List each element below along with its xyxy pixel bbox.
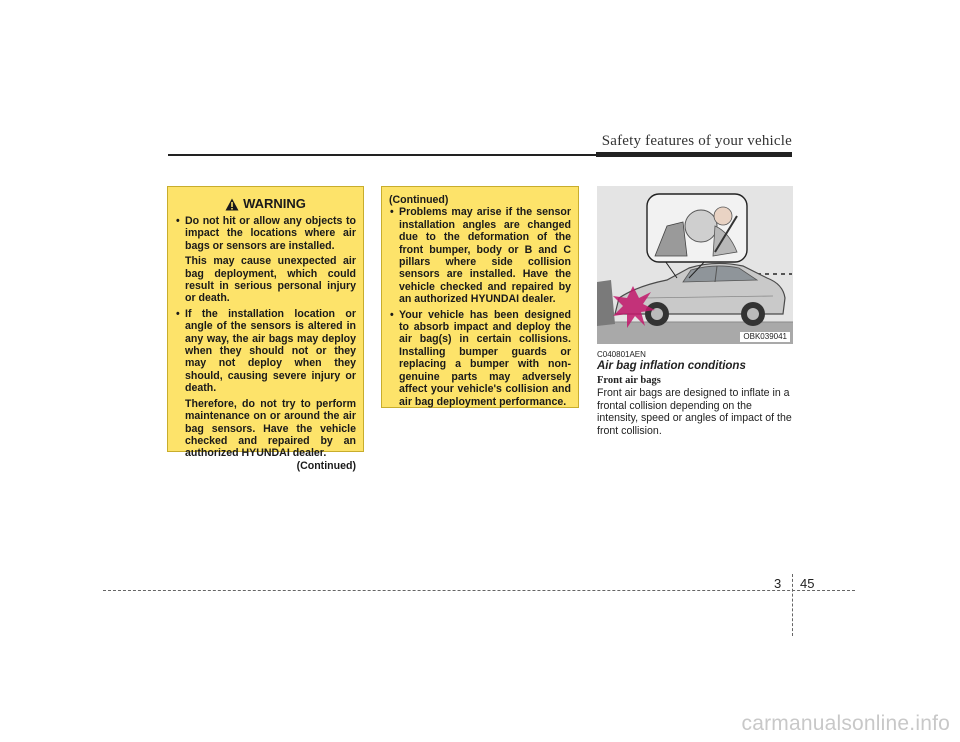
- warning-para-1: This may cause unexpected air bag deployment, which could result in serious personal injury or death.: [185, 255, 356, 305]
- footer-rule: [103, 590, 855, 591]
- page-header-title: Safety features of your vehicle: [601, 133, 792, 149]
- page-number: 45: [800, 576, 815, 591]
- continued-warning-box: [381, 186, 579, 408]
- warning-box: [167, 186, 364, 472]
- section-subheading: Front air bags: [597, 375, 661, 386]
- continued-bullet-2: • Your vehicle has been designed to absorb impact and deploy the air bag(s) in certain collisions. Installing bumper guards or replacing a bumper with non-genuine parts may adversely affect your vehicle's collision and air bag deployment performance.: [389, 309, 571, 408]
- warning-continued-label: (Continued): [296, 459, 356, 472]
- continued-bullet-1: • Problems may arise if the sensor installation angles are changed due to the deformation of the front bumper, body or B and C pillars where side collision sensors are installed. Have the vehicle checked and repaired by an authorized HYUNDAI dealer.: [389, 206, 571, 305]
- section-title: Air bag inflation conditions: [597, 360, 746, 372]
- warning-triangle-icon: [225, 198, 239, 211]
- footer-divider: [792, 574, 793, 636]
- airbag-collision-illustration: [597, 186, 793, 344]
- chapter-number: 3: [774, 576, 782, 591]
- header-rule-accent: [596, 152, 792, 157]
- watermark: carmanualsonline.info: [741, 712, 950, 735]
- inset-airbag: [685, 210, 717, 242]
- inset-occupant-head: [714, 207, 732, 225]
- warning-title: WARNING: [243, 196, 306, 211]
- warning-title-row: [175, 197, 356, 211]
- section-code: C040801AEN: [597, 350, 646, 359]
- collision-drawing: [597, 186, 793, 344]
- warning-bullet-1: • Do not hit or allow any objects to impact the locations where air bags or sensors are installed.: [175, 215, 356, 252]
- warning-bullet-2: • If the installation location or angle of the sensors is altered in any way, the air bags may deploy when they should not or they may not deploy when they should, causing severe injury or death.: [175, 308, 356, 395]
- warning-para-2: Therefore, do not try to perform maintenance on or around the air bag sensors. Have the vehicle checked and repaired by an authorized HYUNDAI dealer.: [185, 397, 356, 460]
- figure-code: OBK039041: [740, 332, 790, 342]
- section-body-text: Front air bags are designed to inflate in a frontal collision depending on the intensity, speed or angles of impact of the front collision.: [597, 387, 792, 437]
- impact-barrier: [597, 280, 615, 326]
- continued-label: (Continued): [389, 194, 449, 206]
